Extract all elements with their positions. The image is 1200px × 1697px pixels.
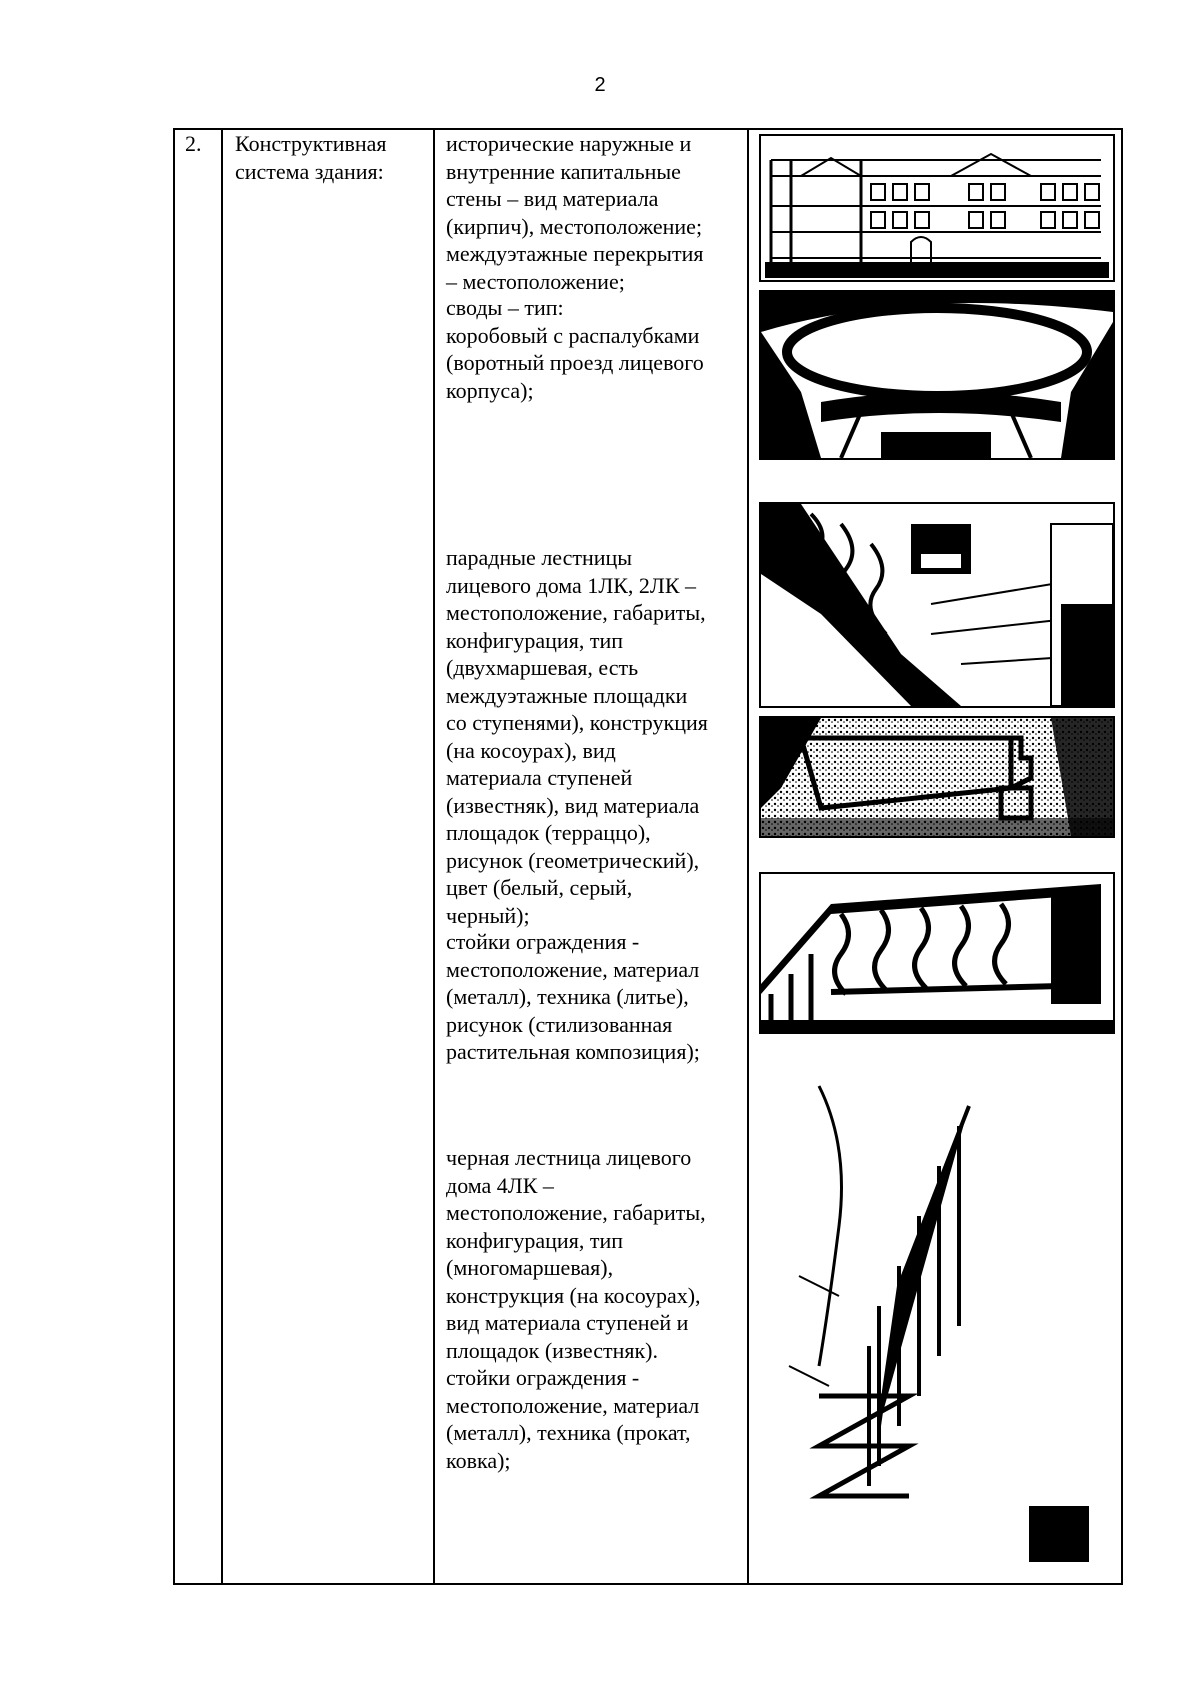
cast-railing-photo-icon <box>759 872 1115 1034</box>
description-line: дома 4ЛК – <box>446 1172 554 1198</box>
description-line: местоположение, материал <box>446 1392 700 1418</box>
description-line: – местоположение; <box>446 268 625 294</box>
description-line: конфигурация, тип <box>446 1227 623 1253</box>
description-line: (на косоурах), вид <box>446 737 616 763</box>
page-number: 2 <box>594 74 606 96</box>
description-line: со ступенями), конструкция <box>446 710 708 735</box>
description-line: местоположение, материал <box>446 956 700 982</box>
description-line: (двухмаршевая, есть <box>446 655 639 680</box>
description-line: (воротный проезд лицевого <box>446 350 704 375</box>
image-column <box>748 129 1122 1584</box>
description-line: (металл), техника (литье), <box>446 984 689 1009</box>
system-name-line: система здания: <box>235 159 384 184</box>
description-line: (металл), техника (прокат, <box>446 1420 691 1445</box>
description-line: междуэтажные площадки <box>446 682 688 708</box>
description-line: исторические наружные и <box>446 131 692 156</box>
description-line: конфигурация, тип <box>446 627 623 653</box>
description-line: местоположение, габариты, <box>446 1200 706 1225</box>
description-line: парадные лестницы <box>446 545 633 570</box>
back-stairs-description <box>446 1144 746 1474</box>
description-line: лицевого дома 1ЛК, 2ЛК – <box>446 572 697 598</box>
facade-section-drawing-icon <box>759 134 1115 282</box>
back-staircase-photo-icon <box>759 1066 1111 1570</box>
description-line: растительная композиция); <box>446 1039 700 1064</box>
description-line: (известняк), вид материала <box>446 792 700 818</box>
description-line: стойки ограждения - <box>446 929 640 954</box>
terrazzo-landing-photo-icon <box>759 716 1115 838</box>
description-line: (кирпич), местоположение; <box>446 213 703 239</box>
description-line: рисунок (стилизованная <box>446 1011 673 1037</box>
description-line: цвет (белый, серый, <box>446 875 633 900</box>
railing-description <box>446 928 746 1066</box>
construction-table <box>173 128 1123 1585</box>
vault-photo-icon <box>759 290 1115 460</box>
table-row <box>174 129 1122 1584</box>
description-line: площадок (известняк). <box>446 1337 658 1363</box>
description-line: черный); <box>446 902 530 928</box>
description-line: стены – вид материала <box>446 186 659 211</box>
description-line: площадок (терраццо), <box>446 820 651 845</box>
description-line: черная лестница лицевого <box>446 1145 692 1170</box>
description-line: ковка); <box>446 1447 511 1473</box>
description-line: материала ступеней <box>446 765 633 790</box>
description-line: стойки ограждения - <box>446 1365 640 1390</box>
system-name <box>222 129 434 1584</box>
row-number: 2. <box>174 129 222 1584</box>
description-line: междуэтажные перекрытия <box>446 241 704 266</box>
system-name-line: Конструктивная <box>235 131 387 156</box>
description-line: своды – тип: <box>446 295 564 320</box>
description-line: коробовый с распалубками <box>446 322 700 348</box>
description-line: корпуса); <box>446 377 534 403</box>
walls-description <box>446 130 746 295</box>
staircase-photo-icon <box>759 502 1115 708</box>
description-line: рисунок (геометрический), <box>446 847 700 873</box>
description-line: местоположение, габариты, <box>446 600 706 625</box>
vaults-description <box>446 294 746 404</box>
main-stairs-description <box>446 544 746 929</box>
description-line: конструкция (на косоурах), <box>446 1282 701 1308</box>
description-line: внутренние капитальные <box>446 158 681 184</box>
description-line: (многомаршевая), <box>446 1255 614 1280</box>
description-column <box>434 129 748 1584</box>
description-line: вид материала ступеней и <box>446 1310 689 1335</box>
